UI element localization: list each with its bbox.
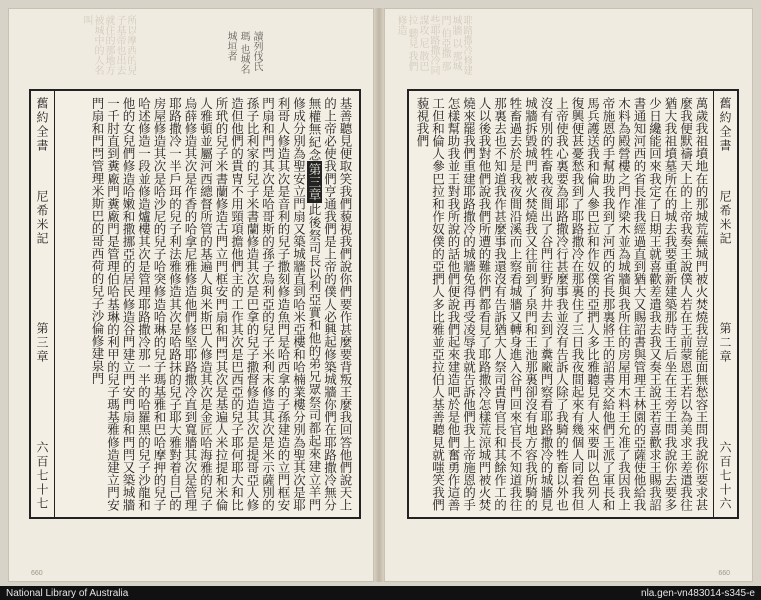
body-text-after: 此後祭司長以利亞實和他的弟兄眾祭司都起來建立羊門修成分別為聖安立門扇又築城牆直到哈米亞樓和哈楠業樓分別為聖其次是耶利哥人修造其次是音利的兒子撒刻修造魚門是哈西拿的子孫建造的立門框安門扇和門閂其次是哈哥斯的孫子烏利亞的兒子米利末修造其次是米示薩別的孫子比利家的兒子米書蘭修造其次是巴拿的兒子撒督修造其次是提哥亞人修造但他們的貴冑不用頸項擔他們主的工作其次是巴西亞的兒子耶何耶大和比所玳的兒子米書蘭修造古門立門框安門扇和門閂其次是基遍人米拉提和米倫人雅頓並屬河西總督所管的基遍人與米斯巴人修造其次是金匠哈海雅的兒子烏薛修造其次是作香的哈拿尼雅修造他們修堅耶路撒冷直到寬牆其次是管理耶路撒冷一半戶珥的兒子利法雅修造其次是哈路抹的兒子耶大雅對着自己的房屋修造其次是哈沙尼的兒子哈突修造哈琳的兒子瑪基雅和巴哈摩押的兒子哈述修造一段並修造爐樓其次是管理耶路撒冷那一半的哈羅黑的兒子沙龍和他的女兒們修造哈嫩和撒挪亞的居民修造谷門建立門安門扇和門閂又築城牆一千肘直到糞廠門糞廠門是管理伯哈基琳的利甲的兒子瑪基雅修造建立門安門扇和門閂管理米斯巴的哥西荷的兒子沙倫修建泉門 xyxy=(90,97,322,511)
library-credit: National Library of Australia xyxy=(6,587,129,599)
page-number: 六百七十六 xyxy=(718,440,732,511)
book-gutter xyxy=(374,8,384,582)
margin-note: 讀列伐氏瑪 也城名 城垣者 xyxy=(225,31,262,75)
page-number: 六百七十七 xyxy=(35,440,49,511)
body-text-before: 基善聽見便取笑我們藐視我們說你們要作甚麼要背叛王麼我回答他們說天上的上帝必使我們亨通我們是上帝的僕人必興起修築城牆你們在耶路撒冷無分無權無紀念 xyxy=(307,97,353,511)
image-identifier: nla.gen-vn483014-s345-e xyxy=(641,587,755,599)
section-title: 尼希米記 xyxy=(35,189,49,246)
chapter-label: 第三章 xyxy=(307,163,322,201)
running-header xyxy=(31,91,55,517)
section-title: 尼希米記 xyxy=(718,189,732,246)
running-header xyxy=(713,91,737,517)
left-page xyxy=(8,8,374,582)
body-text: 萬歲我祖墳地在的那城荒蕪城門被火焚燒我豈能面無愁容王問我說你要求甚麼我便默禱天上的上帝我奏王說僕人若在王前蒙恩王若以為美求王差遣我往猶大我祖墳墓所在的城去我要重新建築那時王后坐在王旁王問我說你去要多少日纔能回來我定了日期王就喜歡差遣我去我又奏王說王若喜歡求王賜我詔書通知河西的省長准我經過直到猶大又賜詔書與管理王林園的亞薩使他給我木料為殿營樓之門作梁木並為城牆與我所住的房屋用木料王允准了我因我上帝施恩的手幫助我我到了河西的省長那裏將王的詔書交給他們王派了軍長和馬兵護送我和倫人參巴拉和作奴僕的亞捫人多比雅聽見有人來要叫以色列人復興便甚憂愁我到了耶路撒冷在那裏住了三日我夜間起來有幾個人同着我但上帝使我心裏要為耶路撒冷行甚麼事我並沒有告訴人除了我騎的牲畜以外也沒有別的牲畜我夜間出了谷門往野狗井去到了糞廠門察看耶路撒冷的城牆見城牆拆毀城門被火焚燒我又往前到了泉門和王池那裏卻沒有地方容我所騎的牲畜過去於是我夜間沿溪而上察看城牆又轉身進入谷門回來官長不知道我往那裏去也不知道我作甚麼事我還沒有告訴猶大人祭司貴冑官長和其餘作工的人以後我對他們說我們所遭的難你們都看見了耶路撒冷怎樣荒涼城門被火焚燒來罷我們重建耶路撒冷的城牆免得再受凌辱我就告訴他們我上帝施恩的手怎樣幫助我並王對我所說的話他們便說我們起來建造吧於是他們奮勇作這善工但和倫人參巴拉和作奴僕的亞捫人多比雅並亞拉伯人基善聽見就嗤笑我們藐視我們 xyxy=(415,97,709,511)
chapter-header: 第二章 xyxy=(718,322,732,365)
text-frame xyxy=(29,89,361,519)
footer-bar xyxy=(0,586,761,600)
book-title: 舊約全書 xyxy=(718,97,732,153)
chapter-header: 第三章 xyxy=(35,322,49,365)
right-page xyxy=(384,8,753,582)
text-frame xyxy=(407,89,739,519)
page-stamp: 660 xyxy=(718,570,730,577)
body-text xyxy=(59,97,353,511)
book-title: 舊約全書 xyxy=(35,97,49,153)
bleed-through-header: 耶路撒冷修建 城牆 以 那城門 伯亞撒 那些耶路撒冷同謀攻 尼 散巴拉 聽見 我們 修造 xyxy=(395,15,472,75)
page-stamp: 660 xyxy=(31,570,43,577)
bleed-through-header: 所以摩西的兒子基帝也出去就住的那地方 被城中的人名叫 xyxy=(81,15,136,75)
